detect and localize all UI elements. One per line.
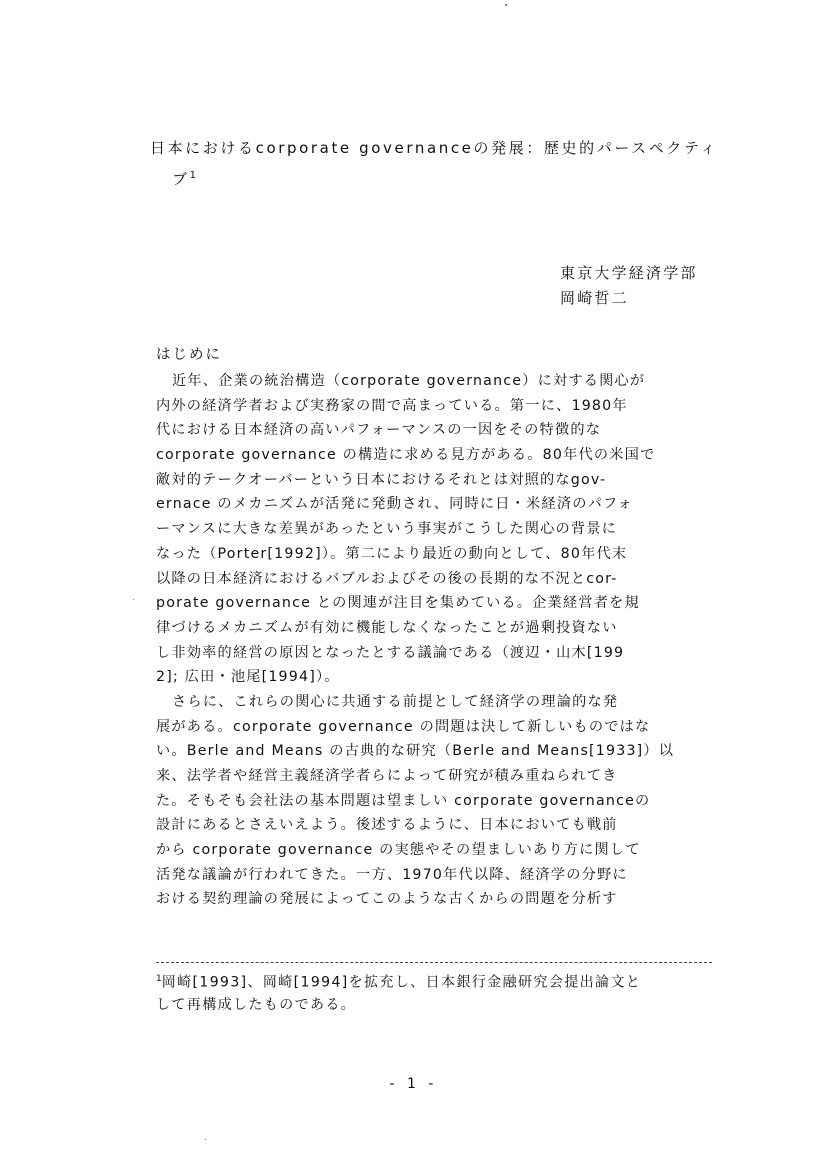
body-line: おける契約理論の発展によってこのような古くからの問題を分析す: [156, 891, 618, 908]
footnote-marker: 1: [156, 974, 162, 984]
body-line: い。Berle and Means の古典的な研究（Berle and Means[1933]）以: [156, 743, 675, 760]
author-affiliation: [560, 261, 698, 311]
scan-speck: [133, 599, 134, 600]
body-line: 代における日本経済の高いパフォーマンスの一因をその特徴的な: [156, 422, 602, 439]
body-line: し非効率的経営の原因となったとする議論である（渡辺・山木[199: [156, 644, 625, 661]
footnote-line-1: [156, 966, 712, 992]
body-line: porate governance との関連が注目を集めている。企業経営者を規: [156, 595, 640, 612]
body-line: さらに、これらの関心に共通する前提として経済学の理論的な発: [172, 693, 619, 710]
body-line: 展がある。corporate governance の問題は決して新しいものではな: [156, 718, 651, 735]
footnote-line-2: して再構成したものである。: [156, 997, 357, 1013]
body-line: 敵対的テークオーバーという日本におけるそれとは対照的なgov-: [156, 471, 607, 488]
body-line: た。そもそも会社法の基本問題は望ましい corporate governanceの: [156, 792, 651, 809]
institution: 東京大学経済学部: [560, 264, 698, 282]
title-line-1: 日本におけるcorporate governanceの発展：歴史的パースペクティ: [150, 139, 718, 157]
title-line-2: [150, 162, 720, 193]
body-line: 設計にあるとさえいえよう。後述するように、日本においても戦前: [156, 817, 618, 834]
body-line: 来、法学者や経営主義経済学者らによって研究が積み重ねられてき: [156, 768, 618, 784]
body-line: ernace のメカニズムが活発に発動され、同時に日・米経済のパフォ: [156, 496, 634, 513]
section-heading: はじめに: [156, 347, 222, 363]
footnote: [156, 966, 712, 1018]
title-footnote-marker[interactable]: 1: [189, 170, 196, 181]
body-line: から corporate governance の実態やその望ましいあり方に関して: [156, 842, 641, 859]
body-line: ーマンスに大きな差異があったという事実がこうした関心の背景に: [156, 521, 618, 538]
body-line: 2]; 広田・池尾[1994]）。: [156, 669, 340, 686]
paper-title: [150, 134, 720, 193]
body-text: [156, 369, 712, 912]
author-name: 岡崎哲二: [560, 289, 629, 307]
body-line: 近年、企業の統治構造（corporate governance）に対する関心が: [172, 373, 646, 389]
body-line: 活発な議論が行われてきた。一方、1970年代以降、経済学の分野に: [156, 866, 628, 883]
body-line: 内外の経済学者および実務家の間で高まっている。第一に、1980年: [156, 397, 628, 414]
body-line: なった（Porter[1992]）。第二により最近の動向として、80年代末: [156, 545, 628, 562]
scan-speck: [505, 4, 507, 6]
footnote-text-1: 岡崎[1993]、岡崎[1994]を拡充し、日本銀行金融研究会提出論文と: [161, 974, 642, 991]
title-line-2-text: ブ: [172, 170, 190, 188]
footnote-divider: [156, 962, 712, 963]
body-line: 律づけるメカニズムが有効に機能しなくなったことが過剰投資ない: [156, 619, 618, 636]
body-line: 以降の日本経済におけるバブルおよびその後の長期的な不況とcor-: [156, 570, 618, 587]
page-number: - 1 -: [389, 1076, 438, 1092]
body-line: corporate governance の構造に求める見方がある。80年代の米国で: [156, 447, 656, 464]
scan-speck: [205, 1139, 206, 1140]
